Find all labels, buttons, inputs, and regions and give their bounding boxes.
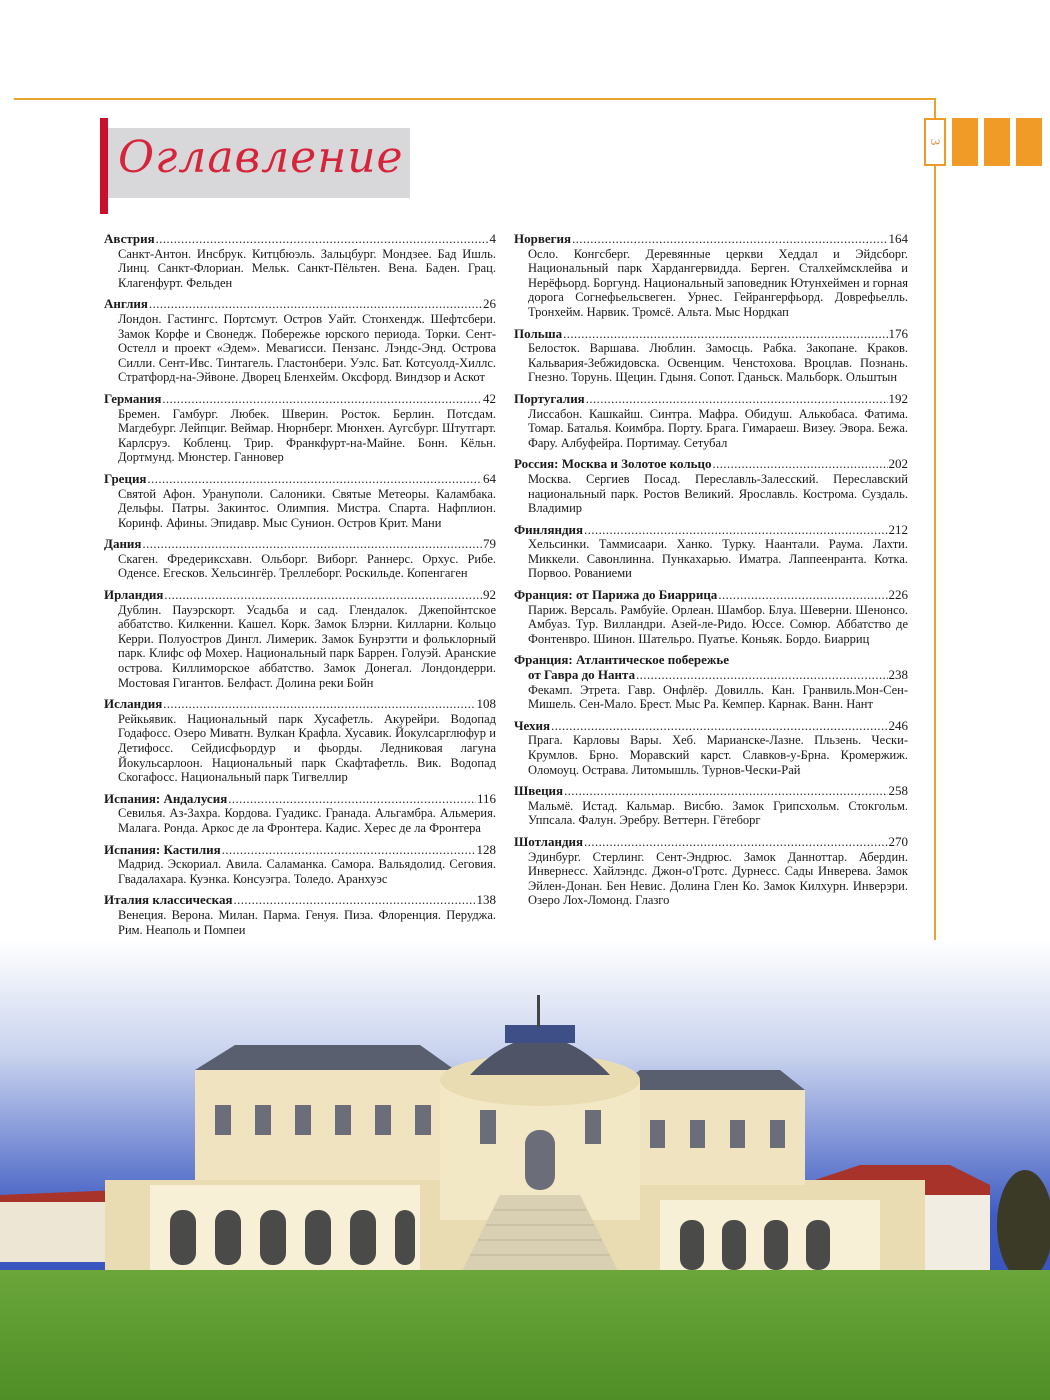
toc-entry-heading	[104, 537, 496, 552]
toc-entry-places: Осло. Конгсберг. Деревянные церкви Хеддал и Эйдсборг. Национальный парк Хардангервидда. Берген. Сталхеймсклейва и Нерёфьорд. Боргунд. Национальный заповедник Ютунхеймен и горная дорога Согнефьельсвеген. Урнес. Гейрангерфьорд. Доврефьелль. Тронхейм. Нарвик. Тромсё. Альта. Мыс Нордкап	[528, 246, 908, 319]
toc-page-number: 92	[483, 587, 496, 603]
section-tabs	[924, 118, 1042, 166]
toc-entry-places: Дублин. Пауэрскорт. Усадьба и сад. Глендалок. Джепойнтское аббатство. Килкенни. Кашел. Корк. Замок Блэрни. Килларни. Кольцо Керри. Полуостров Дингл. Лимерик. Замок Бунрэтти и фольклорный парк. Клифс оф Мохер. Национальный парк Баррен. Голуэй. Аранские острова. Киллиморское аббатство. Замок Донегал. Лондондерри. Мостовая Гигантов. Белфаст. Долина реки Бойн	[118, 602, 496, 690]
dot-leader	[228, 792, 476, 807]
toc-entry-heading	[104, 843, 496, 858]
toc-page-number: 258	[888, 783, 908, 799]
toc-entry-heading	[104, 392, 496, 407]
dot-leader	[164, 588, 482, 603]
toc-page-number: 176	[888, 325, 908, 341]
toc-page-number: 64	[483, 470, 496, 486]
top-rule	[14, 98, 936, 100]
toc-entry	[104, 472, 496, 530]
toc-entry-title: Франция: от Парижа до Биаррица	[514, 587, 718, 603]
toc-entry-title: Дания	[104, 536, 142, 552]
toc-entry-title: Исландия	[104, 696, 163, 712]
toc-entry-places: Святой Афон. Урануполи. Салоники. Святые Метеоры. Каламбака. Дельфы. Патры. Закинтос. Олимпия. Мистра. Спарта. Нафплион. Коринф. Афины. Эпидавр. Мыс Сунион. Остров Крит. Мани	[118, 486, 496, 530]
dot-leader	[586, 392, 888, 407]
toc-entry-title: Россия: Москва и Золотое кольцо	[514, 456, 712, 472]
dot-leader	[584, 523, 887, 538]
toc-page-number: 116	[476, 790, 496, 806]
toc-entry	[104, 232, 496, 290]
toc-entry-heading	[104, 588, 496, 603]
toc-entry-heading	[514, 457, 908, 472]
toc-entry-heading	[514, 835, 908, 850]
toc-entry-title: Португалия	[514, 390, 585, 406]
toc-page-number: 42	[483, 390, 496, 406]
title-accent-bar	[100, 118, 108, 214]
toc-entry-heading	[514, 392, 908, 407]
dot-leader	[572, 232, 887, 247]
dot-leader	[163, 697, 475, 712]
tab-block	[984, 118, 1010, 166]
page-title: Оглавление	[118, 132, 404, 183]
toc-page-number: 270	[888, 833, 908, 849]
dot-leader	[142, 537, 482, 552]
toc-entry	[514, 523, 908, 581]
toc-page-number: 212	[888, 521, 908, 537]
toc-entry	[514, 784, 908, 828]
toc-entry-heading	[514, 588, 908, 603]
toc-entry-places: Эдинбург. Стерлинг. Сент-Эндрюс. Замок Данноттар. Абердин. Инвернесс. Хайлэндс. Джон-о'Гротс. Дурнесс. Сады Инверева. Замок Эйлен-Донан. Бен Невис. Долина Глен Ко. Замок Килхурн. Инверэри. Озеро Лох-Ломонд. Глазго	[528, 849, 908, 908]
toc-entry	[104, 297, 496, 385]
toc-entry-title: Испания: Кастилия	[104, 841, 221, 857]
toc-entry	[514, 232, 908, 320]
toc-entry-title: Австрия	[104, 231, 155, 246]
dot-leader	[156, 232, 489, 247]
toc-entry-places: Скаген. Фредериксхавн. Ольборг. Виборг. Раннерс. Орхус. Рибе. Оденсе. Егесков. Хельсингёр. Треллеборг. Роскильде. Копенгаген	[118, 551, 496, 581]
toc-page-number: 164	[888, 231, 908, 246]
toc-page-number: 128	[476, 841, 496, 857]
tab-block	[1016, 118, 1042, 166]
toc-left-column	[104, 232, 496, 980]
toc-entry-title: Греция	[104, 470, 147, 486]
dot-leader	[718, 588, 887, 603]
toc-page-number: 202	[888, 456, 908, 472]
toc-entry-title: Польша	[514, 325, 563, 341]
toc-entry-heading	[514, 719, 908, 734]
toc-entry-heading	[104, 472, 496, 487]
toc-entry	[514, 392, 908, 450]
dot-leader	[222, 843, 476, 858]
toc-entry-subtitle: от Гавра до Нанта	[528, 667, 636, 683]
toc-page-number: 4	[489, 231, 496, 246]
dot-leader	[234, 893, 476, 908]
toc-entry-places: Фекамп. Этрета. Гавр. Онфлёр. Довилль. Кан. Гранвиль.Мон-Сен-Мишель. Сен-Мало. Брест. Мыс Ра. Кемпер. Карнак. Ванн. Нант	[528, 682, 908, 712]
dot-leader	[712, 457, 887, 472]
toc-entry-title: Чехия	[514, 717, 551, 733]
toc-entry-title: Финляндия	[514, 521, 584, 537]
toc-entry	[104, 792, 496, 836]
dot-leader	[551, 719, 887, 734]
toc-entry-title: Швеция	[514, 783, 564, 799]
toc-entry-places: Лондон. Гастингс. Портсмут. Остров Уайт. Стонхендж. Шефтсбери. Замок Корфе и Свонедж. Побережье юрского периода. Торки. Сент-Остелл и проект «Эдем». Мевагисси. Пензанс. Лэндс-Энд. Острова Силли. Сент-Ивс. Тинтагель. Гластонбери. Уэлс. Бат. Котсуолд-Хиллс. Стратфорд-на-Эйвоне. Дворец Бленхейм. Оксфорд. Виндзор и Аскот	[118, 311, 496, 385]
toc-entry-title: Италия классическая	[104, 892, 233, 908]
toc-page-number: 138	[476, 892, 496, 908]
toc-entry-heading	[514, 523, 908, 538]
toc-entry-heading	[514, 327, 908, 342]
toc-page-number: 108	[476, 696, 496, 712]
toc-entry-places: Лиссабон. Кашкайш. Синтра. Мафра. Обидуш. Алькобаса. Фатима. Томар. Баталья. Коимбра. Порту. Брага. Гимараеш. Визеу. Эвора. Бежа. Фару. Албуфейра. Портимау. Сетубал	[528, 406, 908, 450]
toc-entry	[514, 835, 908, 908]
toc-entry	[104, 588, 496, 690]
toc-entry-heading	[104, 232, 496, 247]
toc-entry	[514, 719, 908, 777]
toc-entry-heading	[104, 792, 496, 807]
toc-entry-places: Париж. Версаль. Рамбуйе. Орлеан. Шамбор. Блуа. Шеверни. Шенонсо. Амбуаз. Тур. Вилландри. Азей-ле-Ридо. Юссе. Сомюр. Аббатство де Фонтенвро. Шинон. Шательро. Пуатье. Коньяк. Бордо. Биарриц	[528, 602, 908, 646]
toc-entry	[104, 697, 496, 785]
toc-entry	[514, 588, 908, 646]
dot-leader	[149, 297, 482, 312]
toc-entry-places: Белосток. Варшава. Люблин. Замосць. Рабка. Закопане. Краков. Кальвария-Зебжидовска. Освенцим. Ченстохова. Вроцлав. Познань. Гнезно. Торунь. Щецин. Гдыня. Сопот. Гданьск. Мальборк. Ольштын	[528, 341, 908, 385]
toc-entry-places: Мальмё. Истад. Кальмар. Висбю. Замок Грипсхольм. Стокгольм. Уппсала. Фалун. Эребру. Веттерн. Гётеборг	[528, 798, 908, 828]
palace-photo	[0, 940, 1050, 1400]
toc-entry-heading	[104, 297, 496, 312]
toc-entry-places: Санкт-Антон. Инсбрук. Китцбюэль. Зальцбург. Мондзее. Бад Ишль. Линц. Санкт-Флориан. Мельк. Санкт-Пёльтен. Вена. Баден. Грац. Клагенфурт. Фельден	[118, 246, 496, 290]
toc-entry-places: Бремен. Гамбург. Любек. Шверин. Росток. Берлин. Потсдам. Магдебург. Лейпциг. Веймар. Нюрнберг. Мюнхен. Аугсбург. Штутгарт. Карлсруэ. Кобленц. Трир. Франкфурт-на-Майне. Бонн. Кёльн. Дортмунд. Мюнстер. Ганновер	[118, 406, 496, 465]
toc-entry-title: Франция: Атлантическое побережье	[514, 652, 729, 668]
toc-page-number: 26	[483, 296, 496, 312]
toc-entry-heading	[104, 697, 496, 712]
toc-entry-places: Севилья. Аз-Захра. Кордова. Гуадикс. Гранада. Альгамбра. Альмерия. Малага. Ронда. Аркос де ла Фронтера. Кадис. Херес де ла Фронтера	[118, 806, 496, 835]
toc-entry-heading	[514, 668, 908, 683]
toc-entry-heading	[514, 232, 908, 247]
toc-entry-title: Шотландия	[514, 833, 584, 849]
toc-entry	[514, 327, 908, 385]
toc-entry-title: Германия	[104, 390, 162, 406]
toc-entry-title: Испания: Андалусия	[104, 790, 228, 806]
toc-page-number: 238	[888, 667, 908, 683]
toc-entry-places: Венеция. Верона. Милан. Парма. Генуя. Пиза. Флоренция. Перуджа. Рим. Неаполь и Помпеи	[118, 907, 496, 937]
page-number-tab	[924, 118, 946, 166]
dot-leader	[147, 472, 482, 487]
toc-entry	[104, 893, 496, 937]
toc-page-number: 246	[888, 717, 908, 733]
dot-leader	[636, 668, 887, 683]
dot-leader	[564, 784, 887, 799]
toc-entry-title: Англия	[104, 296, 148, 312]
toc-entry-title: Норвегия	[514, 231, 572, 246]
toc-entry	[104, 843, 496, 887]
toc-page-number: 226	[888, 587, 908, 603]
toc-page-number: 79	[483, 536, 496, 552]
page-number: 3	[928, 138, 943, 146]
toc-page-number: 192	[888, 390, 908, 406]
toc-entry-places: Хельсинки. Таммисаари. Ханко. Турку. Наантали. Раума. Лахти. Миккели. Савонлинна. Пункахарью. Иматра. Лаппеенранта. Котка. Порвоо. Рованиеми	[528, 537, 908, 581]
dot-leader	[563, 327, 887, 342]
toc-entry	[104, 537, 496, 581]
toc-entry-heading	[514, 784, 908, 799]
toc-right-column	[514, 232, 908, 915]
toc-entry-places: Рейкьявик. Национальный парк Хусафетль. Акурейри. Водопад Годафосс. Озеро Миватн. Вулкан Крафла. Хусавик. Йокулсарглюфур и Детифосс. Сейдисфьордур и фьорды. Ледниковая лагуна Йокульсарлоон. Национальный парк Скафтафетль. Вик. Водопад Скогафосс. Национальный парк Тигвеллир	[118, 711, 496, 785]
toc-entry	[514, 457, 908, 515]
toc-entry-places: Мадрид. Эскориал. Авила. Саламанка. Самора. Вальядолид. Сеговия. Гвадалахара. Куэнка. Консуэгра. Толедо. Аранхуэс	[118, 857, 496, 886]
toc-entry	[104, 392, 496, 465]
toc-entry-title: Ирландия	[104, 587, 164, 603]
dot-leader	[584, 835, 887, 850]
right-rule	[934, 98, 936, 1060]
toc-entry-places: Прага. Карловы Вары. Хеб. Марианске-Лазне. Пльзень. Чески-Крумлов. Брно. Моравский карст. Славков-у-Брна. Кромержиж. Оломоуц. Острава. Литомышль. Турнов-Чески-Рай	[528, 733, 908, 777]
dot-leader	[162, 392, 482, 407]
toc-entry-heading	[104, 893, 496, 908]
toc-entry-places: Москва. Сергиев Посад. Переславль-Залесский. Переславский национальный парк. Ростов Великий. Ярославль. Кострома. Суздаль. Владимир	[528, 471, 908, 516]
toc-entry	[514, 653, 908, 711]
